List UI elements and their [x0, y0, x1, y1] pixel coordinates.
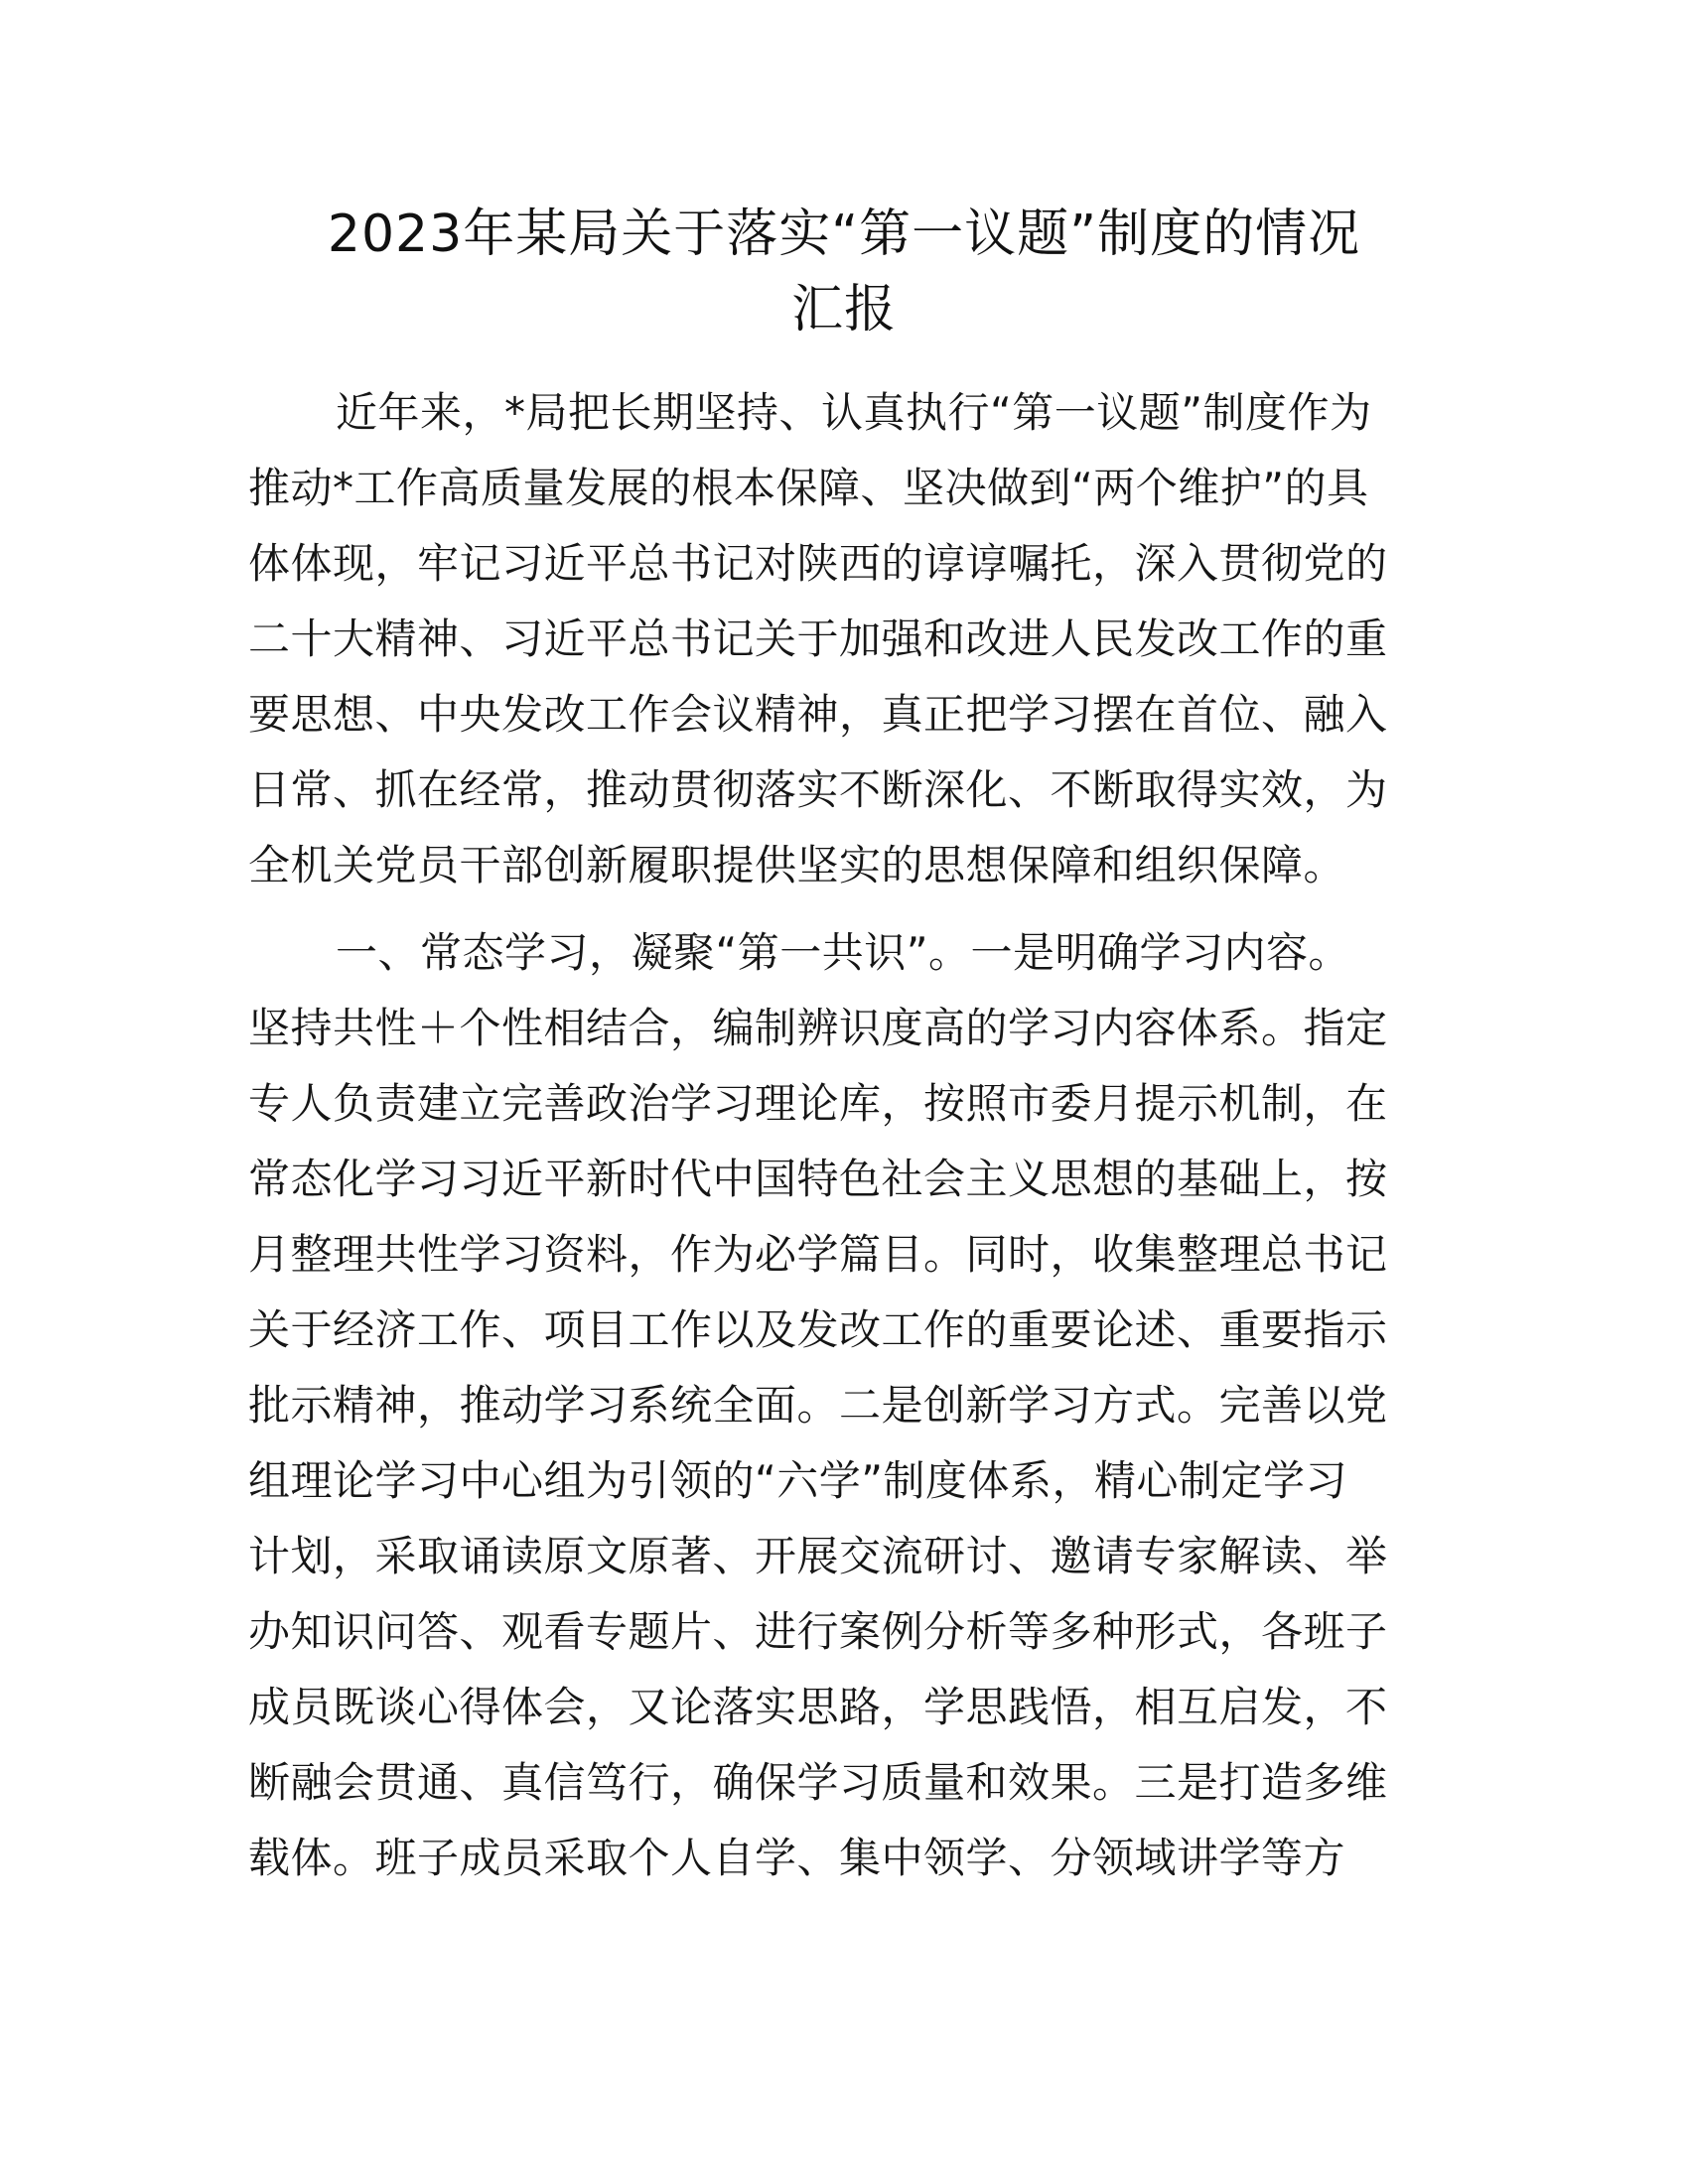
paragraph-line: 体体现，牢记习近平总书记对陕西的谆谆嘱托，深入贯彻党的: [248, 539, 1388, 588]
paragraph-line: 办知识问答、观看专题片、进行案例分析等多种形式，各班子: [248, 1607, 1388, 1656]
paragraph-line: 成员既谈心得体会，又论落实思路，学思践悟，相互启发，不: [248, 1683, 1388, 1731]
section-one-paragraph: [248, 915, 1436, 1896]
paragraph-line: 月整理共性学习资料，作为必学篇目。同时，收集整理总书记: [248, 1230, 1388, 1279]
title-line: 汇报: [790, 280, 897, 340]
document-title: [248, 197, 1440, 347]
document-body: [248, 375, 1436, 1896]
intro-paragraph: [248, 375, 1436, 903]
paragraph-line: 二十大精神、习近平总书记关于加强和改进人民发改工作的重: [248, 614, 1388, 663]
paragraph-line: 批示精神，推动学习系统全面。二是创新学习方式。完善以党: [248, 1381, 1388, 1430]
paragraph-line: 载体。班子成员采取个人自学、集中领学、分领域讲学等方: [248, 1834, 1346, 1882]
paragraph-line: 组理论学习中心组为引领的“六学”制度体系，精心制定学习: [248, 1456, 1348, 1505]
paragraph-line: 关于经济工作、项目工作以及发改工作的重要论述、重要指示: [248, 1305, 1388, 1354]
paragraph-line: 一、常态学习，凝聚“第一共识”。一是明确学习内容。: [336, 928, 1351, 977]
paragraph-line: 计划，采取诵读原文原著、开展交流研讨、邀请专家解读、举: [248, 1532, 1388, 1580]
paragraph-line: 日常、抓在经常，推动贯彻落实不断深化、不断取得实效，为: [248, 765, 1388, 814]
paragraph-line: 坚持共性＋个性相结合，编制辨识度高的学习内容体系。指定: [248, 1004, 1388, 1052]
paragraph-line: 专人负责建立完善政治学习理论库，按照市委月提示机制，在: [248, 1079, 1388, 1128]
paragraph-line: 断融会贯通、真信笃行，确保学习质量和效果。三是打造多维: [248, 1758, 1388, 1807]
paragraph-line: 近年来，*局把长期坚持、认真执行“第一议题”制度作为: [336, 388, 1372, 437]
paragraph-line: 推动*工作高质量发展的根本保障、坚决做到“两个维护”的具: [248, 464, 1369, 512]
paragraph-line: 要思想、中央发改工作会议精神，真正把学习摆在首位、融入: [248, 690, 1388, 739]
paragraph-line: 常态化学习习近平新时代中国特色社会主义思想的基础上，按: [248, 1155, 1388, 1203]
paragraph-line: 全机关党员干部创新履职提供坚实的思想保障和组织保障。: [248, 841, 1346, 889]
title-line: 2023年某局关于落实“第一议题”制度的情况: [327, 205, 1361, 264]
